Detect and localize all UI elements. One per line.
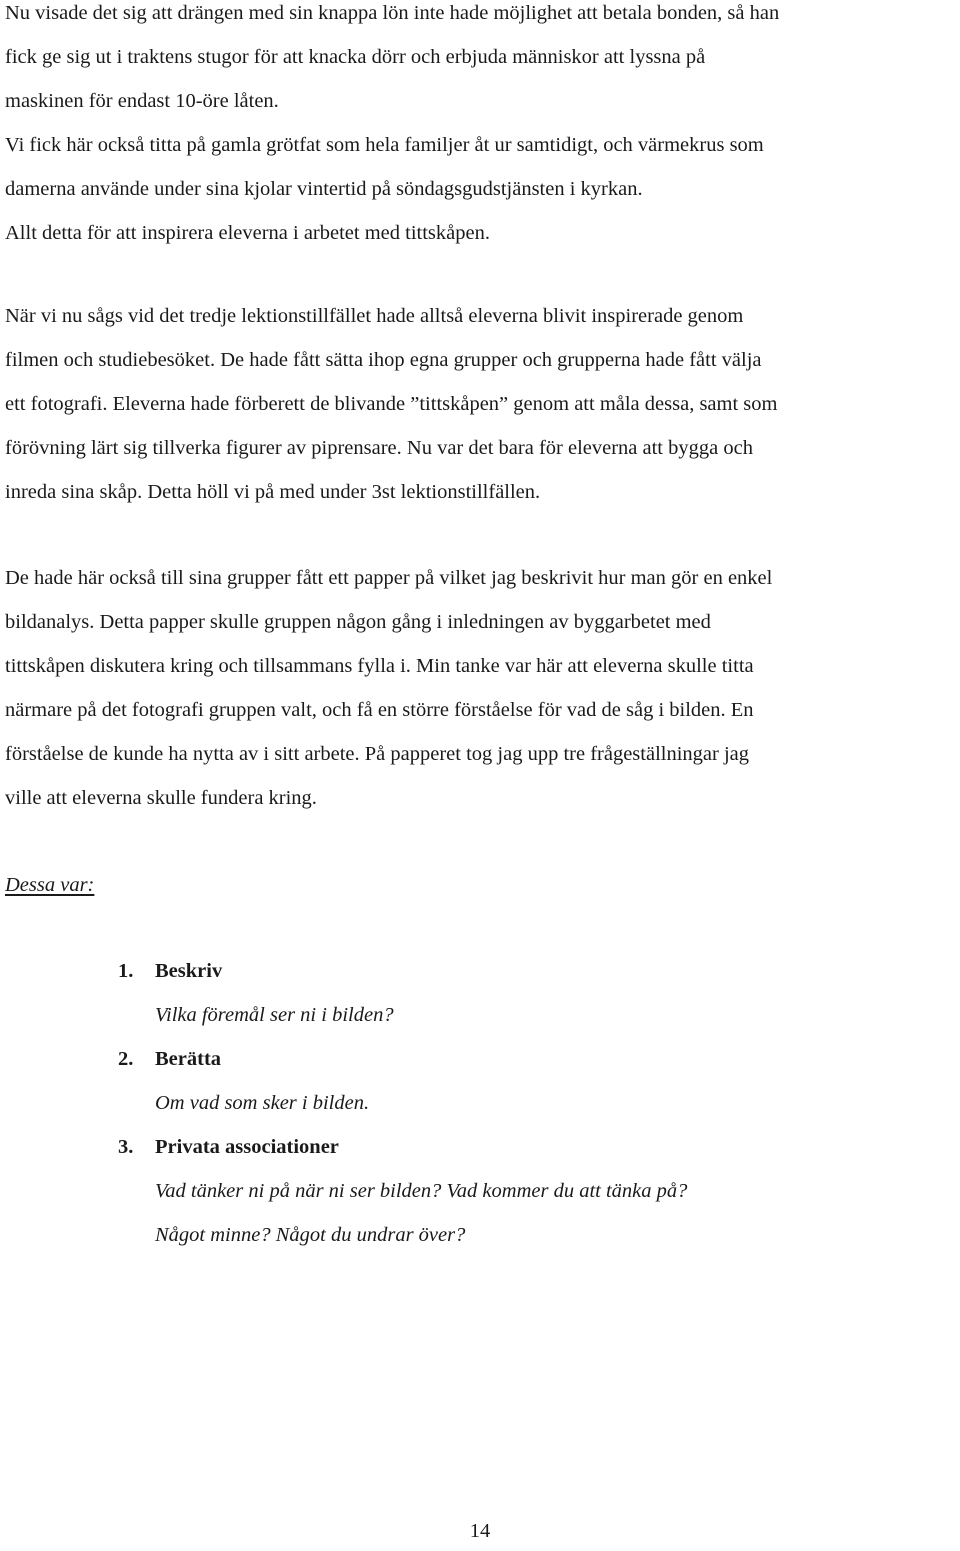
section-heading: Dessa var:: [5, 874, 95, 896]
text-line: När vi nu sågs vid det tredje lektionstillfället hade alltså eleverna blivit inspirerade genom: [5, 305, 744, 327]
text-line: bildanalys. Detta papper skulle gruppen någon gång i inledningen av byggarbetet med: [5, 611, 711, 633]
question-description: Något minne? Något du undrar över?: [155, 1224, 466, 1246]
question-title: Beskriv: [155, 960, 223, 982]
question-number: 3.: [118, 1136, 134, 1158]
text-line: närmare på det fotografi gruppen valt, och få en större förståelse för vad de såg i bilden. En: [5, 699, 754, 721]
question-description: Vilka föremål ser ni i bilden?: [155, 1004, 394, 1026]
text-line: filmen och studiebesöket. De hade fått sätta ihop egna grupper och grupperna hade fått välja: [5, 349, 762, 371]
question-list: [118, 949, 687, 1257]
text-line: ett fotografi. Eleverna hade förberett de blivande ”tittskåpen” genom att måla dessa, samt som: [5, 393, 778, 415]
text-line: tittskåpen diskutera kring och tillsammans fylla i. Min tanke var här att eleverna skulle titta: [5, 655, 754, 677]
text-line: Nu visade det sig att drängen med sin knappa lön inte hade möjlighet att betala bonden, så han: [5, 2, 780, 24]
paragraph-visit: [5, 0, 957, 255]
text-line: förståelse de kunde ha nytta av i sitt arbete. På papperet tog jag upp tre frågeställningar jag: [5, 743, 749, 765]
text-line: Vi fick här också titta på gamla grötfat som hela familjer åt ur samtidigt, och värmekrus som: [5, 134, 764, 156]
text-line: ville att eleverna skulle fundera kring.: [5, 787, 317, 809]
paragraph-image-analysis: [5, 556, 957, 820]
question-title: Privata associationer: [155, 1136, 339, 1158]
text-line: inreda sina skåp. Detta höll vi på med under 3st lektionstillfällen.: [5, 481, 541, 503]
text-line: maskinen för endast 10-öre låten.: [5, 90, 279, 112]
text-line: fick ge sig ut i traktens stugor för att knacka dörr och erbjuda människor att lyssna på: [5, 46, 706, 68]
page-number: 14: [469, 1520, 491, 1542]
question-item: [118, 949, 687, 1037]
question-title: Berätta: [155, 1048, 222, 1070]
question-number: 2.: [118, 1048, 134, 1070]
question-description: Vad tänker ni på när ni ser bilden? Vad kommer du att tänka på?: [155, 1180, 688, 1202]
question-description: Om vad som sker i bilden.: [155, 1092, 370, 1114]
question-number: 1.: [118, 960, 134, 982]
paragraph-third-lesson: [5, 294, 957, 514]
text-line: damerna använde under sina kjolar vintertid på söndagsgudstjänsten i kyrkan.: [5, 178, 643, 200]
question-item: [118, 1125, 687, 1257]
text-line: De hade här också till sina grupper fått ett papper på vilket jag beskrivit hur man gör en enkel: [5, 567, 773, 589]
text-line: Allt detta för att inspirera eleverna i arbetet med tittskåpen.: [5, 222, 490, 244]
question-item: [118, 1037, 687, 1125]
text-line: förövning lärt sig tillverka figurer av piprensare. Nu var det bara för eleverna att bygga och: [5, 437, 753, 459]
